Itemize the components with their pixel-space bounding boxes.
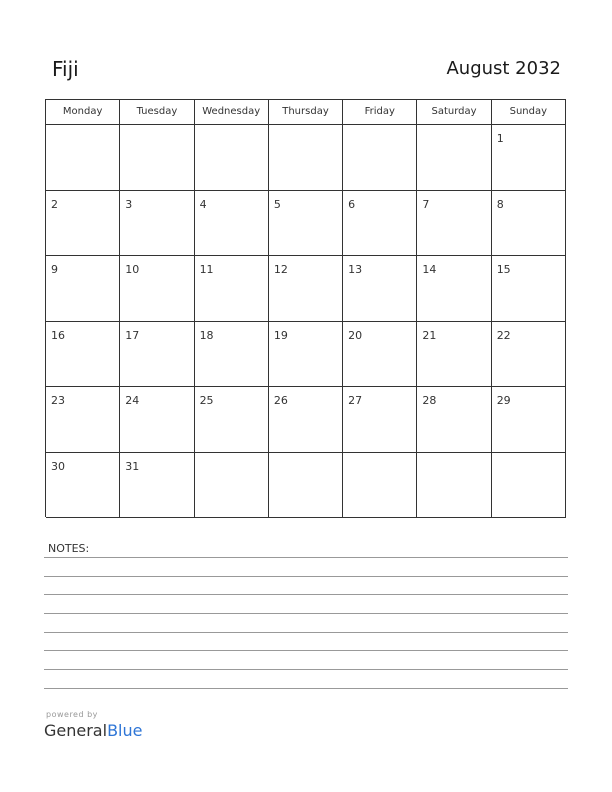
week-row — [46, 256, 566, 322]
notes-line — [44, 632, 568, 633]
notes-line — [44, 613, 568, 614]
day-number: 11 — [199, 263, 214, 276]
day-number: 6 — [348, 197, 356, 211]
day-number: 4 — [199, 197, 207, 211]
day-number: 27 — [348, 394, 363, 407]
day-number: 13 — [348, 263, 363, 276]
day-cell — [343, 453, 417, 519]
notes-line — [44, 669, 568, 670]
day-number: 5 — [273, 197, 281, 211]
day-cell — [417, 453, 491, 519]
day-cell — [269, 453, 343, 519]
day-cell — [46, 191, 120, 257]
day-cell — [195, 387, 269, 453]
brand-logo — [44, 721, 142, 740]
brand-blue-text: Blue — [107, 721, 143, 740]
day-number: 16 — [51, 328, 65, 342]
day-cell — [120, 256, 194, 322]
week-row — [46, 125, 566, 191]
country-title: Fiji — [52, 57, 79, 81]
day-cell — [120, 322, 194, 388]
day-number: 12 — [273, 263, 288, 276]
day-cell — [492, 256, 566, 322]
powered-by-text: powered by — [46, 710, 98, 719]
weekday-monday: Monday — [46, 100, 120, 125]
notes-line — [44, 650, 568, 651]
day-cell — [195, 453, 269, 519]
day-number: 28 — [422, 394, 437, 407]
day-cell — [195, 125, 269, 191]
weekday-thursday: Thursday — [269, 100, 343, 125]
weekday-saturday: Saturday — [417, 100, 491, 125]
day-cell — [417, 256, 491, 322]
day-cell — [269, 125, 343, 191]
day-number: 30 — [51, 459, 65, 473]
month-year-title: August 2032 — [446, 58, 561, 79]
day-number: 22 — [496, 328, 511, 342]
day-number: 25 — [199, 394, 214, 407]
day-number: 10 — [125, 263, 140, 276]
day-cell — [46, 387, 120, 453]
day-number: 31 — [125, 459, 140, 473]
day-number: 1 — [496, 132, 504, 145]
notes-line — [44, 688, 568, 689]
notes-label: NOTES: — [48, 542, 90, 555]
day-cell — [492, 322, 566, 388]
day-cell — [46, 453, 120, 519]
day-cell — [269, 191, 343, 257]
weekday-tuesday: Tuesday — [120, 100, 194, 125]
day-cell — [46, 125, 120, 191]
day-cell — [195, 256, 269, 322]
notes-line — [44, 594, 568, 595]
day-number: 23 — [51, 394, 65, 407]
day-number: 17 — [125, 328, 140, 342]
day-number: 7 — [422, 197, 430, 211]
day-cell — [343, 256, 417, 322]
day-number: 14 — [422, 263, 437, 276]
day-cell — [417, 387, 491, 453]
day-number: 15 — [496, 263, 511, 276]
notes-line — [44, 557, 568, 558]
notes-line — [44, 576, 568, 577]
day-cell — [343, 322, 417, 388]
day-cell — [343, 387, 417, 453]
day-cell — [120, 125, 194, 191]
day-number: 19 — [273, 328, 288, 342]
day-number: 26 — [273, 394, 288, 407]
weekday-wednesday: Wednesday — [195, 100, 269, 125]
day-cell — [120, 387, 194, 453]
weekday-header-row — [46, 100, 566, 125]
day-number: 3 — [125, 197, 133, 211]
day-cell — [492, 387, 566, 453]
day-cell — [120, 453, 194, 519]
day-cell — [46, 256, 120, 322]
day-cell — [343, 125, 417, 191]
day-cell — [417, 322, 491, 388]
weekday-sunday: Sunday — [492, 100, 566, 125]
day-cell — [269, 256, 343, 322]
day-number: 20 — [348, 328, 363, 342]
day-cell — [269, 322, 343, 388]
day-number: 24 — [125, 394, 140, 407]
day-cell — [417, 191, 491, 257]
day-cell — [46, 322, 120, 388]
day-cell — [195, 191, 269, 257]
day-number: 29 — [496, 394, 511, 407]
day-number: 8 — [496, 197, 504, 211]
week-row — [46, 191, 566, 257]
day-cell — [195, 322, 269, 388]
weekday-friday: Friday — [343, 100, 417, 125]
day-cell — [417, 125, 491, 191]
week-row — [46, 453, 566, 519]
day-cell — [269, 387, 343, 453]
day-number: 21 — [422, 328, 437, 342]
day-cell — [492, 191, 566, 257]
day-cell — [120, 191, 194, 257]
week-row — [46, 322, 566, 388]
day-cell — [343, 191, 417, 257]
calendar-grid — [45, 99, 566, 517]
day-cell — [492, 125, 566, 191]
day-number: 2 — [51, 197, 58, 211]
day-number: 9 — [51, 263, 58, 276]
week-row — [46, 387, 566, 453]
day-number: 18 — [199, 328, 214, 342]
day-cell — [492, 453, 566, 519]
brand-general-text: General — [44, 721, 108, 740]
